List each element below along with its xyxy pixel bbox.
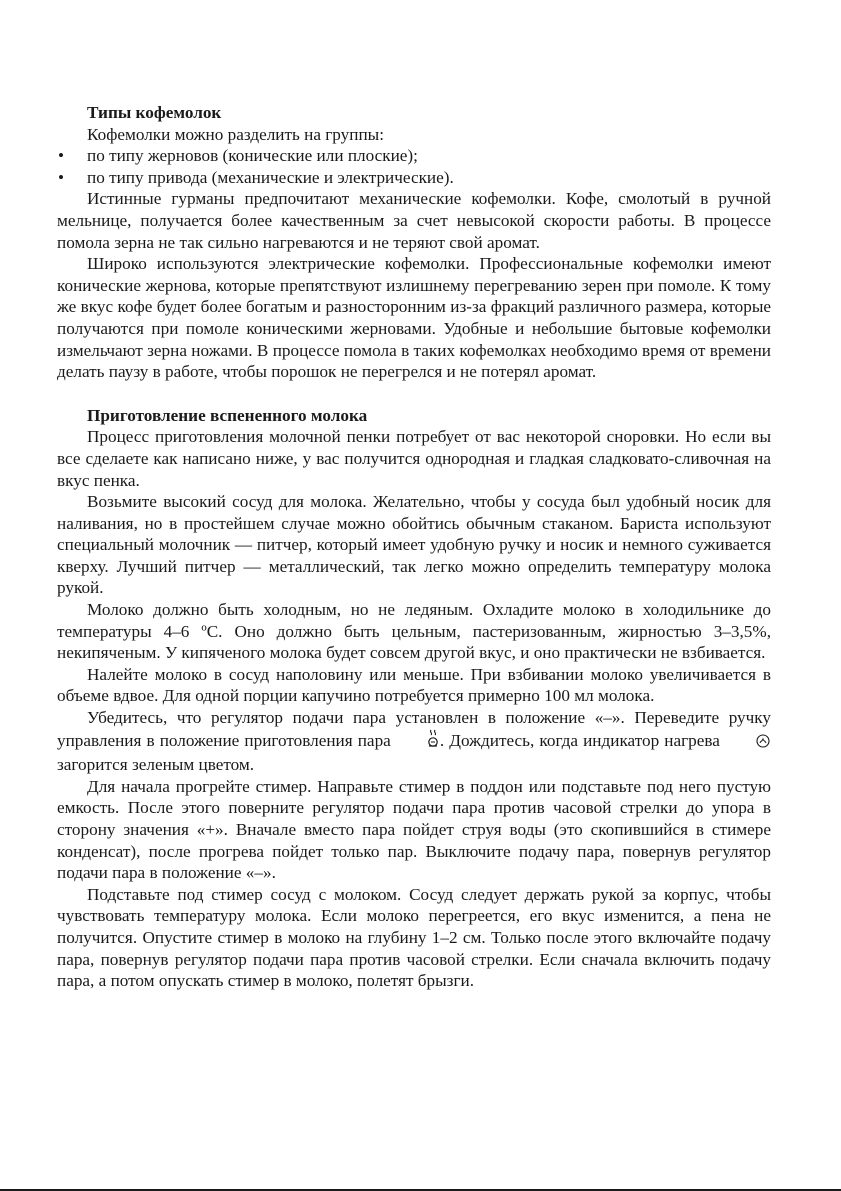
paragraph-warm-steamer: Для начала прогрейте стимер. Направьте стимер в поддон или подставьте под него пустую емкость. После этого поверните регулятор подачи пара против часовой стрелки до упора в сторону значения «+». Вначале вместо пара пойдет струя воды (это скопившийся в стимере конденсат), после прогрева пойдет только пар. Выключите подачу пара, повернув регулятор подачи пара в положение «–». [57,776,771,883]
paragraph-froth-milk: Подставьте под стимер сосуд с молоком. Сосуд следует держать рукой за корпус, чтобы чувствовать температуру молока. Если молоко перегреется, его вкус изменится, а пена не получится. Опустите стимер в молоко на глубину 1–2 см. Только после этого включайте подачу пара, повернув регулятор подачи пара против часовой стрелки. Если сначала включить подачу пара, а потом опускать стимер в молоко, полетят брызги. [57,884,771,991]
bullet-icon: • [58,167,65,187]
paragraph-cold-milk: Молоко должно быть холодным, но не ледяным. Охладите молоко в холодильнике до температуры 4–6 ºС. Оно должно быть цельным, пастеризованным, жирностью 3–3,5%, некипяченым. У кипяченого молока будет совсем другой вкус, и оно практически не взбивается. [57,600,771,663]
paragraph-foam-intro: Процесс приготовления молочной пенки потребует от вас некоторой сноровки. Но если вы все сделаете как написано ниже, у вас получится однородная и гладкая сладковато-сливочная на вкус пенка. [57,427,771,490]
paragraph-steam-setup [57,707,771,776]
text-fragment: Убедитесь, что регулятор подачи пара установлен в положение «–». Переведите ручку управления в положение приготовления пара [57,708,771,750]
grinder-type-list [57,145,771,188]
section-heading-milk-foam: Приготовление вспененного молока [87,405,368,425]
text-fragment: . Дождитесь, когда индикатор нагрева [439,730,725,750]
text-fragment: загорится зеленым цветом. [57,755,255,775]
paragraph-intro: Кофемолки можно разделить на группы: [87,124,384,144]
section-heading-grinder-types: Типы кофемолок [87,103,222,122]
section-spacer [57,383,771,405]
heating-indicator-icon [725,733,771,755]
document-page [57,102,771,992]
paragraph-fill-milk: Налейте молоко в сосуд наполовину или меньше. При взбивании молоко увеличивается в объеме вдвое. Для одной порции капучино потребуется примерно 100 мл молока. [57,664,771,706]
list-item-text: по типу привода (механические и электрические). [87,167,454,187]
list-item-text: по типу жерновов (конические или плоские); [87,146,418,166]
list-item [57,167,771,189]
steam-icon [396,729,440,755]
paragraph-electric: Широко используются электрические кофемолки. Профессиональные кофемолки имеют конические жернова, которые препятствуют излишнему перегреванию зерен при помоле. К тому же вкус кофе будет более богатым и разносторонним из-за фракций различного размера, которые получаются при помоле коническими жерновами. Удобные и небольшие бытовые кофемолки измельчают зерна ножами. В процессе помола в таких кофемолках необходимо время от времени делать паузу в работе, чтобы порошок не перегрелся и не потерял аромат. [57,254,771,382]
paragraph-mechanical: Истинные гурманы предпочитают механические кофемолки. Кофе, смолотый в ручной мельнице, получается более качественным за счет невысокой скорости работы. В процессе помола зерна не так сильно нагреваются и не теряют свой аромат. [57,189,771,252]
list-item [57,145,771,167]
paragraph-vessel: Возьмите высокий сосуд для молока. Желательно, чтобы у сосуда был удобный носик для наливания, но в простейшем случае можно обойтись обычным стаканом. Бариста используют специальный молочник — питчер, который имеет удобную ручку и носик и немного суживается кверху. Лучший питчер — металлический, так легко можно определить температуру молока рукой. [57,492,771,598]
bullet-icon: • [58,146,65,166]
